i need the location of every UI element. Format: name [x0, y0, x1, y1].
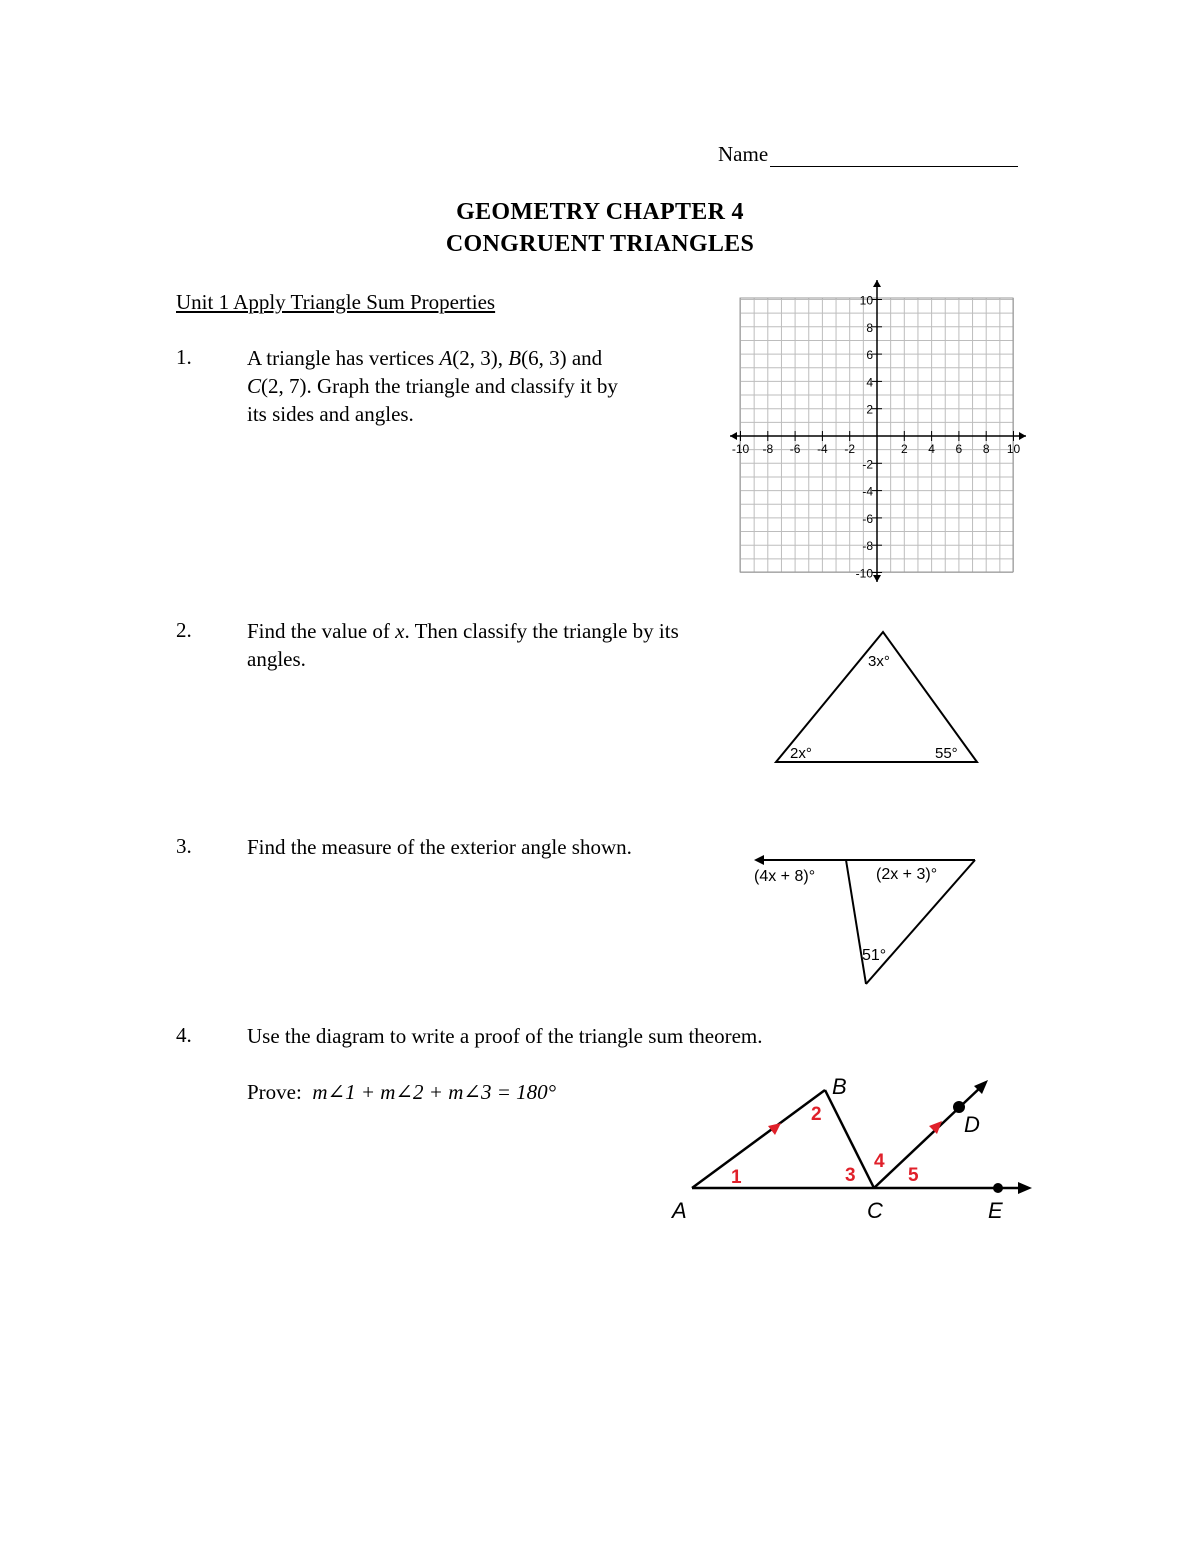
q2-text [247, 617, 747, 673]
y-tick-label: 8 [866, 320, 873, 335]
q4-diagram [668, 1070, 1040, 1226]
q1-line2: C(2, 7). Graph the triangle and classify it by [247, 374, 618, 398]
q4-prove [247, 1078, 667, 1106]
page-subtitle: CONGRUENT TRIANGLES [445, 231, 755, 257]
y-tick-label: 4 [866, 375, 873, 390]
page-title: GEOMETRY CHAPTER 4 [456, 199, 744, 225]
q3-bottom-label: 51° [862, 947, 887, 964]
q3-number: 3. [176, 834, 192, 858]
y-tick-label: 6 [866, 348, 873, 363]
x-axis-arrow-right-icon [1019, 432, 1026, 440]
label-d: D [964, 1112, 980, 1137]
angle-4: 4 [874, 1151, 885, 1172]
q4-prove-label: Prove: [247, 1080, 302, 1104]
unit-heading: Unit 1 Apply Triangle Sum Properties [176, 290, 496, 314]
angle-2: 2 [811, 1104, 822, 1125]
q2-line2: angles. [247, 647, 306, 671]
label-b: B [832, 1074, 847, 1099]
q3-exterior-label: (4x + 8)° [754, 868, 816, 885]
coordinate-grid[interactable] [726, 276, 1036, 586]
q3-triangle [750, 850, 982, 992]
x-tick-label: 6 [955, 442, 963, 456]
arrow-right-icon [1018, 1182, 1032, 1194]
q1-line1: A triangle has vertices A(2, 3), B(6, 3) and [247, 346, 603, 370]
q4-text: Use the diagram to write a proof of the triangle sum theorem. [247, 1024, 763, 1048]
y-tick-label: -10 [855, 566, 873, 581]
y-tick-label: -2 [862, 457, 873, 472]
name-label: Name [718, 142, 769, 166]
angle-5: 5 [908, 1165, 919, 1186]
x-tick-label: -2 [844, 442, 856, 456]
q1-line3: its sides and angles. [247, 402, 414, 426]
q2-right-angle-label: 55° [935, 745, 958, 762]
y-tick-label: -6 [862, 511, 873, 526]
name-field[interactable] [718, 142, 1018, 167]
label-e: E [988, 1198, 1003, 1223]
q3-interior-label: (2x + 3)° [876, 866, 938, 883]
q4-number: 4. [176, 1023, 192, 1047]
x-tick-label: 2 [900, 442, 908, 456]
q2-line1: Find the value of x. Then classify the triangle by its [247, 619, 679, 643]
q2-top-angle-label: 3x° [868, 653, 890, 670]
q2-triangle [770, 626, 985, 770]
angle-3: 3 [845, 1165, 856, 1186]
label-c: C [867, 1198, 883, 1223]
y-tick-label: 10 [859, 293, 873, 308]
x-tick-label: 4 [928, 442, 935, 456]
label-a: A [672, 1198, 687, 1223]
y-tick-label: -4 [862, 484, 873, 499]
x-tick-label: -10 [731, 442, 750, 456]
q3-text: Find the measure of the exterior angle shown. [247, 835, 632, 859]
y-axis-arrow-up-icon [873, 280, 881, 287]
x-tick-label: -4 [817, 442, 828, 456]
q4-prove-statement: m∠1 + m∠2 + m∠3 = 180° [312, 1080, 557, 1104]
y-tick-label: -8 [862, 539, 873, 554]
q3-arrow-left-icon [754, 855, 764, 865]
x-tick-label: 8 [982, 442, 990, 456]
name-blank[interactable] [770, 146, 1018, 167]
q2-left-angle-label: 2x° [790, 745, 812, 762]
x-tick-label: 10 [1006, 442, 1021, 456]
x-tick-label: -6 [789, 442, 801, 456]
q2-number: 2. [176, 618, 192, 642]
x-axis-arrow-left-icon [730, 432, 737, 440]
parallel-arrow-ab-icon [768, 1123, 781, 1135]
angle-1: 1 [731, 1167, 742, 1188]
point-e [993, 1183, 1003, 1193]
parallel-arrow-cd-icon [929, 1121, 942, 1134]
q1-number: 1. [176, 345, 192, 369]
q2-triangle-shape [776, 632, 977, 762]
q1-text [247, 344, 687, 428]
y-axis-arrow-down-icon [873, 575, 881, 582]
x-tick-label: -8 [762, 442, 774, 456]
y-tick-label: 2 [866, 402, 873, 417]
